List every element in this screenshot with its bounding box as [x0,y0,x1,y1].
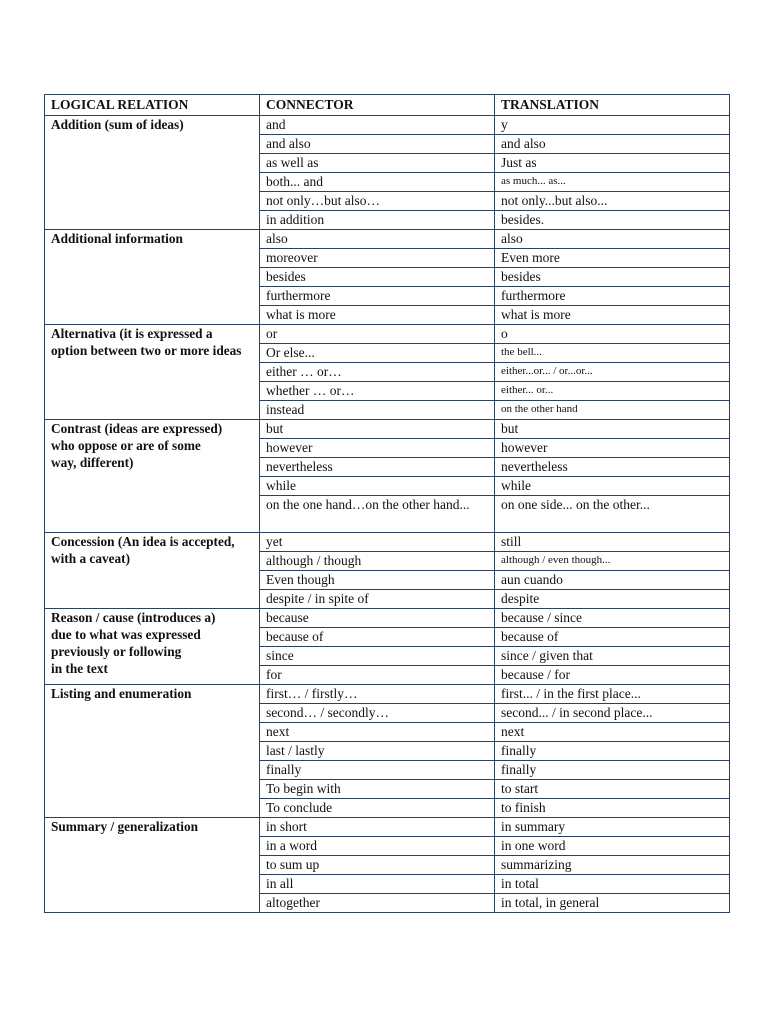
translation-cell: on the other hand [495,401,730,420]
table-row [45,116,730,135]
translation-cell: because / since [495,609,730,628]
connector-cell: To begin with [260,780,495,799]
logical-relation-line: Listing and enumeration [51,686,192,701]
connector-cell: in addition [260,211,495,230]
logical-relation-cell [45,325,260,420]
connector-cell: because [260,609,495,628]
logical-relation-line: Alternativa (it is expressed a [51,326,213,341]
header-logical-relation: LOGICAL RELATION [45,95,260,116]
table-row [45,420,730,439]
translation-cell: either... or... [495,382,730,401]
logical-relation-cell [45,818,260,913]
translation-cell: furthermore [495,287,730,306]
connector-cell: first… / firstly… [260,685,495,704]
connector-cell: second… / secondly… [260,704,495,723]
connector-cell: as well as [260,154,495,173]
table-header [45,95,730,116]
logical-relation-line: with a caveat) [51,551,131,566]
translation-cell: what is more [495,306,730,325]
connector-cell: while [260,477,495,496]
connector-cell: to sum up [260,856,495,875]
connector-cell: either … or… [260,363,495,382]
connectors-table [44,94,730,913]
logical-relation-line: Summary / generalization [51,819,198,834]
translation-cell: because of [495,628,730,647]
connector-cell: for [260,666,495,685]
translation-cell: y [495,116,730,135]
logical-relation-line: previously or following [51,644,182,659]
connector-cell: but [260,420,495,439]
logical-relation-line: Additional information [51,231,183,246]
translation-cell: to finish [495,799,730,818]
table-row [45,533,730,552]
translation-cell: Even more [495,249,730,268]
connector-cell: in all [260,875,495,894]
translation-cell: despite [495,590,730,609]
logical-relation-line: option between two or more ideas [51,343,242,358]
connector-cell: despite / in spite of [260,590,495,609]
translation-cell: in summary [495,818,730,837]
connector-cell: besides [260,268,495,287]
translation-cell: to start [495,780,730,799]
logical-relation-cell [45,533,260,609]
logical-relation-cell [45,420,260,533]
logical-relation-line: Contrast (ideas are expressed) [51,421,223,436]
translation-cell: finally [495,742,730,761]
header-connector: CONNECTOR [260,95,495,116]
connector-cell: To conclude [260,799,495,818]
logical-relation-line: way, different) [51,455,134,470]
connector-cell: yet [260,533,495,552]
logical-relation-cell [45,230,260,325]
translation-cell: but [495,420,730,439]
logical-relation-line: Concession (An idea is accepted, [51,534,235,549]
logical-relation-line: who oppose or are of some [51,438,201,453]
logical-relation-line: Reason / cause (introduces a) [51,610,216,625]
connector-cell: and [260,116,495,135]
connector-cell: next [260,723,495,742]
translation-cell: either...or... / or...or... [495,363,730,382]
connector-cell: on the one hand…on the other hand... [260,496,495,533]
logical-relation-line: in the text [51,661,108,676]
translation-cell: nevertheless [495,458,730,477]
table-row [45,325,730,344]
connector-cell: and also [260,135,495,154]
connector-cell: also [260,230,495,249]
connector-cell: in short [260,818,495,837]
logical-relation-cell [45,609,260,685]
translation-cell: while [495,477,730,496]
table-row [45,230,730,249]
connector-cell: since [260,647,495,666]
connector-cell: moreover [260,249,495,268]
translation-cell: o [495,325,730,344]
translation-cell: since / given that [495,647,730,666]
table-row [45,685,730,704]
translation-cell: first... / in the first place... [495,685,730,704]
connector-cell: nevertheless [260,458,495,477]
connector-cell: both... and [260,173,495,192]
connector-cell: whether … or… [260,382,495,401]
connector-cell: however [260,439,495,458]
connector-cell: furthermore [260,287,495,306]
logical-relation-cell [45,685,260,818]
translation-cell: finally [495,761,730,780]
header-row [45,95,730,116]
translation-cell: besides [495,268,730,287]
translation-cell: as much... as... [495,173,730,192]
header-translation: TRANSLATION [495,95,730,116]
table-row [45,609,730,628]
logical-relation-line: Addition (sum of ideas) [51,117,184,132]
translation-cell: not only...but also... [495,192,730,211]
connector-cell: Even though [260,571,495,590]
connector-cell: not only…but also… [260,192,495,211]
translation-cell: aun cuando [495,571,730,590]
translation-cell: summarizing [495,856,730,875]
translation-cell: on one side... on the other... [495,496,730,533]
connector-cell: because of [260,628,495,647]
connector-cell: finally [260,761,495,780]
translation-cell: however [495,439,730,458]
translation-cell: in total [495,875,730,894]
connector-cell: although / though [260,552,495,571]
translation-cell: still [495,533,730,552]
translation-cell: and also [495,135,730,154]
translation-cell: in total, in general [495,894,730,913]
connector-cell: altogether [260,894,495,913]
translation-cell: because / for [495,666,730,685]
connector-cell: what is more [260,306,495,325]
table-row [45,818,730,837]
logical-relation-cell [45,116,260,230]
translation-cell: Just as [495,154,730,173]
table-body [45,116,730,913]
connector-cell: last / lastly [260,742,495,761]
translation-cell: the bell... [495,344,730,363]
logical-relation-line: due to what was expressed [51,627,201,642]
connector-cell: in a word [260,837,495,856]
connector-cell: instead [260,401,495,420]
translation-cell: second... / in second place... [495,704,730,723]
translation-cell: in one word [495,837,730,856]
translation-cell: besides. [495,211,730,230]
translation-cell: although / even though... [495,552,730,571]
translation-cell: next [495,723,730,742]
connector-cell: or [260,325,495,344]
translation-cell: also [495,230,730,249]
connector-cell: Or else... [260,344,495,363]
